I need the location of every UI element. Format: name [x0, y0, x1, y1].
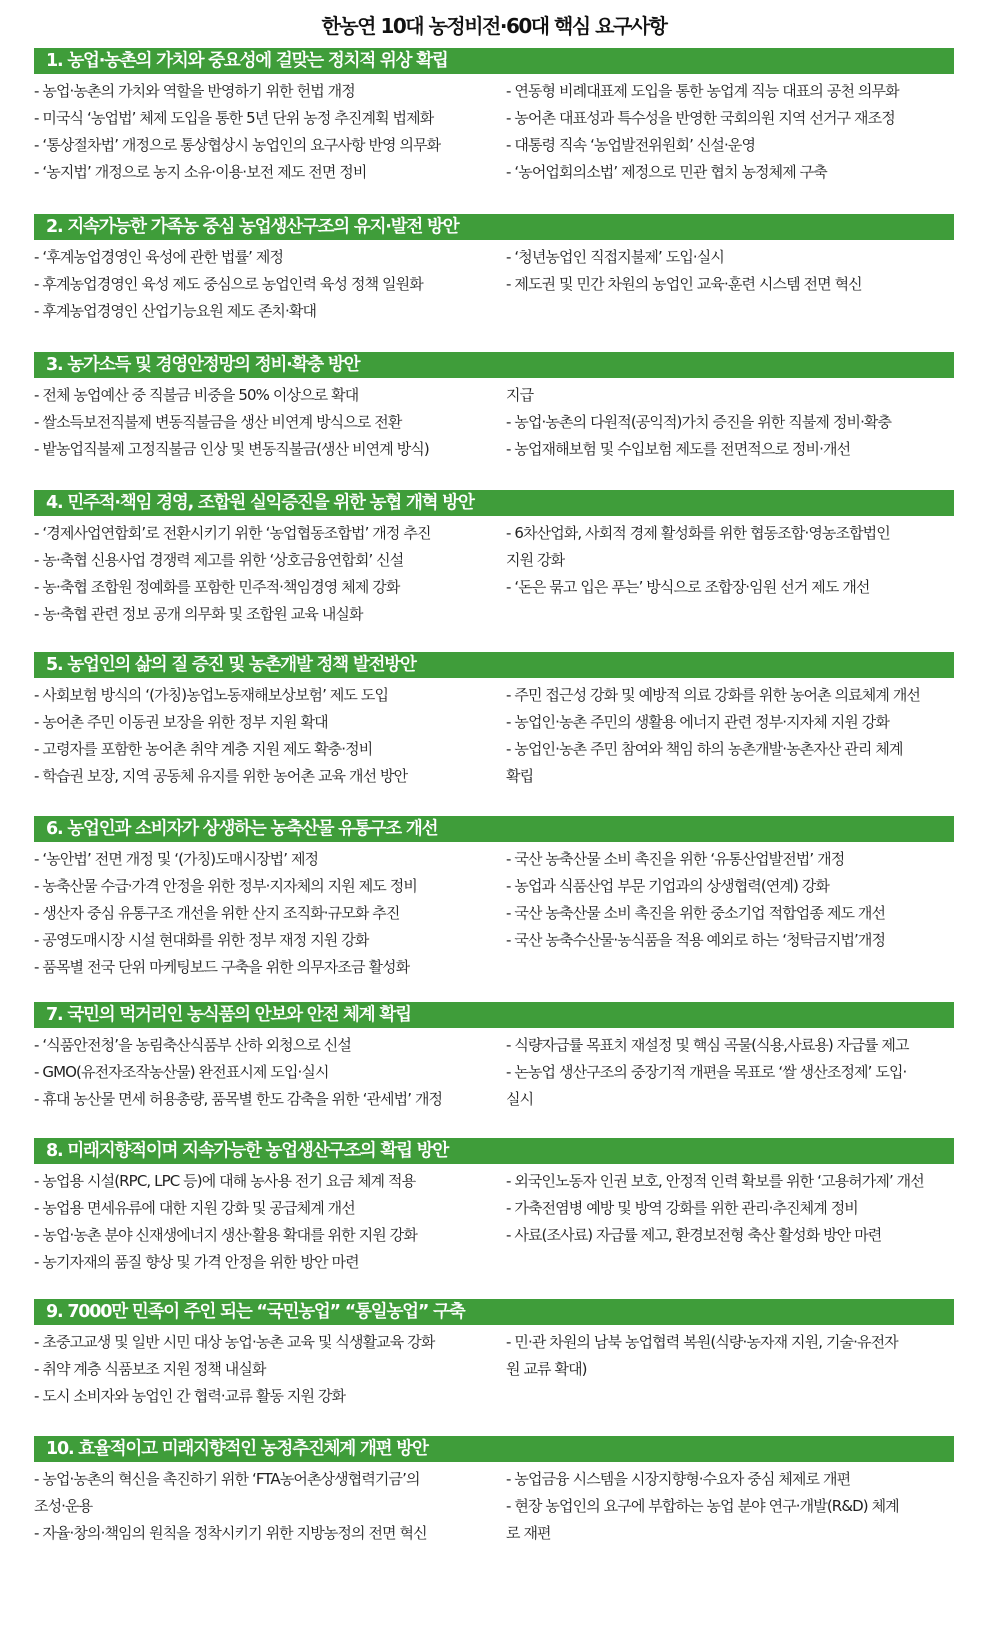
list-item: - 농업금융 시스템을 시장지향형·수요자 중심 체제로 개편	[506, 1470, 851, 1488]
list-item: - 가축전염병 예방 및 방역 강화를 위한 관리·추진체계 정비	[506, 1199, 858, 1217]
list-item: - 6차산업화, 사회적 경제 활성화를 위한 협동조합·영농조합법인	[506, 524, 890, 542]
list-item: - 생산자 중심 유통구조 개선을 위한 산지 조직화·규모화 추진	[34, 904, 400, 922]
list-item: - 논농업 생산구조의 중장기적 개편을 목표로 ‘쌀 생산조정제’ 도입·	[506, 1063, 907, 1081]
list-item: - 사료(조사료) 자급률 제고, 환경보전형 축산 활성화 방안 마련	[506, 1226, 882, 1244]
list-item: - 사회보험 방식의 ‘(가칭)농업노동재해보상보험’ 제도 도입	[34, 686, 389, 704]
section-heading-2: 2. 지속가능한 가족농 중심 농업생산구조의 유지·발전 방안	[34, 214, 954, 240]
list-item: - 농업용 시설(RPC, LPC 등)에 대해 농사용 전기 요금 체계 적용	[34, 1172, 416, 1190]
section-7-left-column	[34, 1032, 489, 1113]
section-heading-9: 9. 7000만 민족이 주인 되는 “국민농업” “통일농업” 구축	[34, 1299, 954, 1325]
section-6-right-column	[506, 846, 961, 954]
section-4-left-column	[34, 520, 489, 628]
list-item: - 농·축협 관련 정보 공개 의무화 및 조합원 교육 내실화	[34, 605, 363, 623]
list-item: - ‘경제사업연합회’로 전환시키기 위한 ‘농업협동조합법’ 개정 추진	[34, 524, 431, 542]
list-item: - 품목별 전국 단위 마케팅보드 구축을 위한 의무자조금 활성화	[34, 958, 410, 976]
list-item: 로 재편	[506, 1524, 551, 1542]
list-item: - 공영도매시장 시설 현대화를 위한 정부 재정 지원 강화	[34, 931, 369, 949]
list-item: - 농기자재의 품질 향상 및 가격 안정을 위한 방안 마련	[34, 1253, 359, 1271]
section-10-left-column	[34, 1466, 489, 1547]
section-2-right-column	[506, 244, 961, 298]
list-item: - 후계농업경영인 산업기능요원 제도 존치·확대	[34, 302, 317, 320]
list-item: - 현장 농업인의 요구에 부합하는 농업 분야 연구·개발(R&D) 체계	[506, 1497, 899, 1515]
list-item: - ‘농지법’ 개정으로 농지 소유·이용·보전 제도 전면 정비	[34, 163, 367, 181]
section-heading-5: 5. 농업인의 삶의 질 증진 및 농촌개발 정책 발전방안	[34, 652, 954, 678]
list-item: - 외국인노동자 인권 보호, 안정적 인력 확보를 위한 ‘고용허가제’ 개선	[506, 1172, 924, 1190]
list-item: - 식량자급률 목표치 재설정 및 핵심 곡물(식용,사료용) 자급률 제고	[506, 1036, 909, 1054]
list-item: - 농업·농촌의 다원적(공익적)가치 증진을 위한 직불제 정비·확충	[506, 413, 892, 431]
list-item: - 농업용 면세유류에 대한 지원 강화 및 공급체계 개선	[34, 1199, 355, 1217]
list-item: - 국산 농축산물 소비 촉진을 위한 ‘유통산업발전법’ 개정	[506, 850, 845, 868]
section-4-right-column	[506, 520, 961, 601]
list-item: 조성·운용	[34, 1497, 93, 1515]
list-item: - 농어촌 대표성과 특수성을 반영한 국회의원 지역 선거구 재조정	[506, 109, 895, 127]
section-heading-7: 7. 국민의 먹거리인 농식품의 안보와 안전 체계 확립	[34, 1002, 954, 1028]
list-item: - 농업과 식품산업 부문 기업과의 상생협력(연계) 강화	[506, 877, 830, 895]
list-item: - 후계농업경영인 육성 제도 중심으로 농업인력 육성 정책 일원화	[34, 275, 423, 293]
list-item: - ‘농어업회의소법’ 제정으로 민관 협치 농정체제 구축	[506, 163, 827, 181]
list-item: - GMO(유전자조작농산물) 완전표시제 도입·실시	[34, 1063, 329, 1081]
list-item: - 학습권 보장, 지역 공동체 유지를 위한 농어촌 교육 개선 방안	[34, 767, 408, 785]
list-item: - 농업인·농촌 주민의 생활용 에너지 관련 정부·지자체 지원 강화	[506, 713, 889, 731]
section-3-left-column	[34, 382, 489, 463]
list-item: - 국산 농축산물 소비 촉진을 위한 중소기업 적합업종 제도 개선	[506, 904, 886, 922]
section-heading-4: 4. 민주적·책임 경영, 조합원 실익증진을 위한 농협 개혁 방안	[34, 490, 954, 516]
section-heading-3: 3. 농가소득 및 경영안정망의 정비·확충 방안	[34, 352, 954, 378]
list-item: - 미국식 ‘농업법’ 체제 도입을 통한 5년 단위 농정 추진계획 법제화	[34, 109, 434, 127]
list-item: - 전체 농업예산 중 직불금 비중을 50% 이상으로 확대	[34, 386, 359, 404]
list-item: - 농축산물 수급·가격 안정을 위한 정부·지자체의 지원 제도 정비	[34, 877, 417, 895]
list-item: - 국산 농축수산물·농식품을 적용 예외로 하는 ‘청탁금지법’개정	[506, 931, 886, 949]
list-item: - 민·관 차원의 남북 농업협력 복원(식량·농자재 지원, 기술·유전자	[506, 1333, 898, 1351]
section-6-left-column	[34, 846, 489, 981]
list-item: 실시	[506, 1090, 534, 1108]
section-1-left-column	[34, 78, 489, 186]
list-item: 확립	[506, 767, 534, 785]
list-item: - ‘농안법’ 전면 개정 및 ‘(가칭)도매시장법’ 제정	[34, 850, 319, 868]
list-item: - ‘청년농업인 직접지불제’ 도입·실시	[506, 248, 724, 266]
list-item: - 농업·농촌의 혁신을 촉진하기 위한 ‘FTA농어촌상생협력기금’의	[34, 1470, 420, 1488]
list-item: - ‘돈은 묶고 입은 푸는’ 방식으로 조합장·임원 선거 제도 개선	[506, 578, 870, 596]
section-8-right-column	[506, 1168, 961, 1249]
list-item: - 농·축협 조합원 정예화를 포함한 민주적·책임경영 체제 강화	[34, 578, 400, 596]
section-heading-8: 8. 미래지향적이며 지속가능한 농업생산구조의 확립 방안	[34, 1138, 954, 1164]
list-item: - 주민 접근성 강화 및 예방적 의료 강화를 위한 농어촌 의료체계 개선	[506, 686, 920, 704]
list-item: - 밭농업직불제 고정직불금 인상 및 변동직불금(생산 비연계 방식)	[34, 440, 429, 458]
list-item: - 대통령 직속 ‘농업발전위원회’ 신설·운영	[506, 136, 756, 154]
section-2-left-column	[34, 244, 489, 325]
list-item: - ‘식품안전청’을 농림축산식품부 산하 외청으로 신설	[34, 1036, 351, 1054]
list-item: - 제도권 및 민간 차원의 농업인 교육·훈련 시스템 전면 혁신	[506, 275, 862, 293]
section-9-left-column	[34, 1329, 489, 1410]
section-5-right-column	[506, 682, 961, 790]
section-7-right-column	[506, 1032, 961, 1113]
list-item: - 농업인·농촌 주민 참여와 책임 하의 농촌개발·농촌자산 관리 체계	[506, 740, 903, 758]
section-heading-6: 6. 농업인과 소비자가 상생하는 농축산물 유통구조 개선	[34, 816, 954, 842]
list-item: - 휴대 농산물 면세 허용총량, 품목별 한도 감축을 위한 ‘관세법’ 개정	[34, 1090, 443, 1108]
list-item: - 농업·농촌 분야 신재생에너지 생산·활용 확대를 위한 지원 강화	[34, 1226, 417, 1244]
section-9-right-column	[506, 1329, 961, 1383]
section-5-left-column	[34, 682, 489, 790]
section-1-right-column	[506, 78, 961, 186]
page-title: 한농연 10대 농정비전·60대 핵심 요구사항	[321, 14, 667, 38]
list-item: - 농·축협 신용사업 경쟁력 제고를 위한 ‘상호금융연합회’ 신설	[34, 551, 404, 569]
list-item: - ‘통상절차법’ 개정으로 통상협상시 농업인의 요구사항 반영 의무화	[34, 136, 441, 154]
list-item: - 농업재해보험 및 수입보험 제도를 전면적으로 정비·개선	[506, 440, 851, 458]
section-10-right-column	[506, 1466, 961, 1547]
list-item: - 농업·농촌의 가치와 역할을 반영하기 위한 헌법 개정	[34, 82, 355, 100]
list-item: - 연동형 비례대표제 도입을 통한 농업계 직능 대표의 공천 의무화	[506, 82, 899, 100]
list-item: - 쌀소득보전직불제 변동직불금을 생산 비연계 방식으로 전환	[34, 413, 402, 431]
list-item: - ‘후계농업경영인 육성에 관한 법률’ 제정	[34, 248, 284, 266]
list-item: - 취약 계층 식품보조 지원 정책 내실화	[34, 1360, 266, 1378]
list-item: - 도시 소비자와 농업인 간 협력·교류 활동 지원 강화	[34, 1387, 346, 1405]
list-item: - 자율·창의·책임의 원칙을 정착시키기 위한 지방농정의 전면 혁신	[34, 1524, 427, 1542]
list-item: - 고령자를 포함한 농어촌 취약 계층 지원 제도 확충·정비	[34, 740, 373, 758]
list-item: - 농어촌 주민 이동권 보장을 위한 정부 지원 확대	[34, 713, 328, 731]
list-item: 원 교류 확대)	[506, 1360, 587, 1378]
section-heading-1: 1. 농업·농촌의 가치와 중요성에 걸맞는 정치적 위상 확립	[34, 48, 954, 74]
list-item: 지급	[506, 386, 534, 404]
section-3-right-column	[506, 382, 961, 463]
section-8-left-column	[34, 1168, 489, 1276]
section-heading-10: 10. 효율적이고 미래지향적인 농정추진체계 개편 방안	[34, 1436, 954, 1462]
list-item: 지원 강화	[506, 551, 565, 569]
list-item: - 초중고교생 및 일반 시민 대상 농업·농촌 교육 및 식생활교육 강화	[34, 1333, 435, 1351]
